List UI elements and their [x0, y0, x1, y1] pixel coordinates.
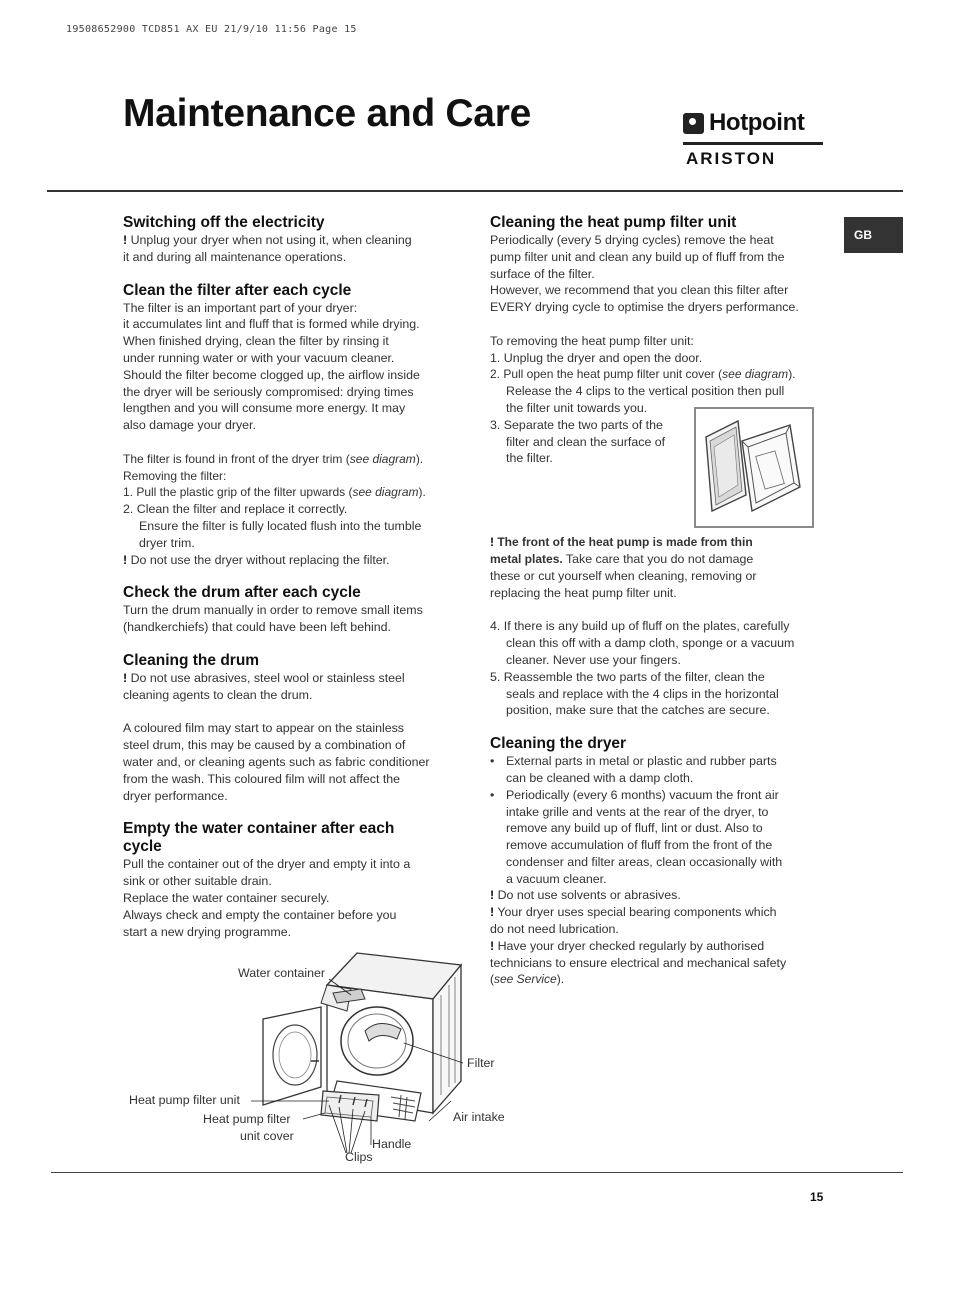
- text-span: Have your dryer checked regularly by authorised: [494, 938, 765, 953]
- text-span: Your dryer uses special bearing components which: [494, 905, 777, 920]
- text-line: Replace the water container securely.: [123, 890, 330, 905]
- text-span: ).: [556, 972, 565, 987]
- label-clips: Clips: [345, 1150, 373, 1164]
- text-line: To removing the heat pump filter unit:: [490, 333, 694, 348]
- dryer-diagram: [115, 945, 535, 1170]
- text-line: lengthen and you will consume more energy. It may: [123, 401, 406, 416]
- text-line: Turn the drum manually in order to remove small items: [123, 603, 423, 618]
- text-line: A coloured film may start to appear on the stainless: [123, 721, 404, 736]
- text-line: Periodically (every 5 drying cycles) remove the heat: [490, 233, 774, 247]
- list-item: 3. Separate the two parts of the: [490, 417, 663, 432]
- hotpoint-logo-icon: [683, 113, 704, 134]
- text-line: [490, 971, 820, 988]
- warning-bold-text: The front of the heat pump is made from thin: [494, 535, 753, 550]
- text-line: dryer trim.: [139, 535, 195, 550]
- diagram-reference: see diagram: [352, 485, 419, 500]
- text-span: Do not use solvents or abrasives.: [494, 888, 681, 903]
- text-line: Release the 4 clips to the vertical position then pull: [506, 384, 785, 399]
- text-span: 2. Pull open the heat pump filter unit cover (: [490, 367, 723, 382]
- text-line: Pull the container out of the dryer and empty it into a: [123, 857, 411, 872]
- diagram-reference: see diagram: [349, 451, 416, 466]
- warning-text: [490, 887, 820, 904]
- text-span: ).: [415, 451, 424, 466]
- section-heading: Clean the filter after each cycle: [123, 281, 352, 299]
- text-span: 1. Pull the plastic grip of the filter upwards (: [123, 485, 353, 500]
- label-handle: Handle: [372, 1137, 412, 1151]
- page-title: Maintenance and Care: [123, 92, 531, 135]
- text-line: Always check and empty the container before you: [123, 907, 397, 922]
- label-filter: Filter: [467, 1056, 495, 1070]
- header-rule: [47, 190, 903, 192]
- warning-text: [123, 552, 453, 569]
- section-heading: Check the drum after each cycle: [123, 584, 361, 602]
- footer-rule: [51, 1172, 903, 1173]
- text-line: it accumulates lint and fluff that is formed while drying.: [123, 317, 420, 332]
- warning-text: [123, 670, 453, 687]
- logo-sub-brand: ARISTON: [686, 149, 777, 168]
- text-line: from the wash. This coloured film will not affect the: [123, 771, 401, 786]
- text-line: remove accumulation of fluff from the front of the: [506, 838, 773, 853]
- list-item: 1. Unplug the dryer and open the door.: [490, 350, 703, 365]
- text-span: (: [490, 972, 494, 987]
- text-line: Do not use abrasives, steel wool or stainless steel: [127, 670, 405, 685]
- list-item: 5. Reassemble the two parts of the filter, clean the: [490, 669, 765, 684]
- text-line: replacing the heat pump filter unit.: [490, 585, 677, 600]
- warning-text: [123, 232, 453, 249]
- logo-divider: [683, 142, 823, 145]
- text-line: the filter unit towards you.: [506, 400, 648, 415]
- text-span: ).: [788, 367, 796, 382]
- text-line: sink or other suitable drain.: [123, 874, 272, 889]
- text-line: water and, or cleaning agents such as fabric conditioner: [123, 754, 430, 769]
- label-water-container: Water container: [238, 966, 326, 980]
- label-air-intake: Air intake: [453, 1110, 505, 1124]
- service-reference: see Service: [494, 972, 557, 987]
- brand-logo: [683, 111, 825, 169]
- text-line: remove any build up of fluff, lint or dust. Also to: [506, 821, 763, 836]
- text-line: a vacuum cleaner.: [506, 871, 607, 886]
- text-span: The filter is found in front of the dryer trim (: [123, 451, 350, 466]
- text-line: also damage your dryer.: [123, 418, 256, 433]
- text-line: these or cut yourself when cleaning, removing or: [490, 568, 757, 583]
- right-column: [490, 214, 820, 988]
- warning-bold-text: metal plates.: [490, 552, 563, 567]
- text-line: filter and clean the surface of: [506, 434, 666, 449]
- text-line: position, make sure that the catches are secure.: [506, 703, 770, 718]
- left-column: [123, 214, 453, 940]
- text-line: can be cleaned with a damp cloth.: [506, 770, 694, 785]
- text-line: start a new drying programme.: [123, 924, 292, 939]
- logo-brand: Hotpoint: [709, 109, 805, 136]
- section-heading: Cleaning the drum: [123, 651, 260, 669]
- text-line: Unplug your dryer when not using it, when cleaning: [127, 233, 412, 247]
- text-line: clean this off with a damp cloth, sponge or a vacuum: [506, 636, 795, 651]
- text-line: Do not use the dryer without replacing the filter.: [127, 552, 390, 567]
- text-line: under running water or with your vacuum cleaner.: [123, 350, 395, 365]
- text-line: (handkerchiefs) that could have been left behind.: [123, 620, 391, 635]
- text-line: Removing the filter:: [123, 468, 227, 483]
- bullet-item: [490, 753, 820, 787]
- text-line: EVERY drying cycle to optimise the dryers performance.: [490, 300, 799, 315]
- section-heading: Cleaning the heat pump filter unit: [490, 214, 737, 231]
- warning-text: [490, 904, 820, 921]
- heading-line: cycle: [123, 838, 162, 856]
- text-span: ).: [418, 485, 426, 500]
- list-item: 4. If there is any build up of fluff on the plates, carefully: [490, 619, 790, 634]
- language-tab: GB: [844, 217, 903, 253]
- text-line: [123, 451, 453, 468]
- text-line: steel drum, this may be caused by a combination of: [123, 738, 406, 753]
- text-line: Ensure the filter is fully located flush into the tumble: [139, 518, 422, 533]
- label-heat-pump-filter-unit: Heat pump filter unit: [129, 1093, 240, 1107]
- warning-mark: !: [490, 938, 495, 953]
- heading-line: Empty the water container after each: [123, 820, 395, 838]
- text-line: condenser and filter areas, clean occasionally with: [506, 854, 783, 869]
- text-line: The filter is an important part of your dryer:: [123, 300, 358, 315]
- text-line: Should the filter become clogged up, the airflow inside: [123, 367, 420, 382]
- text-line: pump filter unit and clean any build up of fluff from the: [490, 249, 785, 264]
- text-line: seals and replace with the 4 clips in the horizontal: [506, 686, 779, 701]
- warning-mark: !: [123, 233, 128, 247]
- text-line: it and during all maintenance operations.: [123, 249, 347, 264]
- text-span: Take care that you do not damage: [562, 552, 754, 567]
- list-item: 2. Clean the filter and replace it correctly.: [123, 502, 348, 517]
- bullet-item: [490, 787, 820, 888]
- section-heading: Cleaning the dryer: [490, 735, 627, 753]
- warning-mark: !: [490, 888, 495, 903]
- text-line: When finished drying, clean the filter by rinsing it: [123, 334, 389, 349]
- text-line: dryer performance.: [123, 788, 228, 803]
- section-heading: [123, 820, 453, 856]
- list-item: [123, 484, 453, 501]
- warning-mark: !: [123, 670, 128, 685]
- list-item: [490, 366, 820, 383]
- text-line: • Periodically (every 6 months) vacuum the front air: [506, 787, 779, 802]
- warning-text: [490, 534, 820, 551]
- label-filter-unit-cover: Heat pump filter: [203, 1112, 291, 1126]
- page-number: 15: [810, 1190, 824, 1204]
- text-line: technicians to ensure electrical and mechanical safety: [490, 955, 787, 970]
- text-line: However, we recommend that you clean this filter after: [490, 283, 789, 298]
- section-heading: Switching off the electricity: [123, 214, 325, 231]
- text-line: do not need lubrication.: [490, 922, 619, 937]
- warning-text: [490, 938, 820, 955]
- diagram-reference: see diagram: [722, 367, 789, 382]
- text-line: the filter.: [506, 451, 553, 466]
- label-filter-unit-cover: unit cover: [240, 1129, 294, 1143]
- text-line: • External parts in metal or plastic and rubber parts: [506, 754, 777, 769]
- print-header: 19508652900 TCD851 AX EU 21/9/10 11:56 Page 15: [66, 24, 357, 35]
- warning-mark: !: [490, 905, 495, 920]
- text-line: cleaner. Never use your fingers.: [506, 652, 681, 667]
- text-line: intake grille and vents at the rear of the dryer, to: [506, 804, 769, 819]
- heat-pump-filter-illustration: [694, 407, 814, 528]
- text-line: the dryer will be seriously compromised: drying times: [123, 384, 414, 399]
- text-line: surface of the filter.: [490, 266, 595, 281]
- text-line: [490, 551, 820, 568]
- warning-mark: !: [123, 552, 128, 567]
- text-line: cleaning agents to clean the drum.: [123, 687, 313, 702]
- warning-mark: !: [490, 535, 494, 550]
